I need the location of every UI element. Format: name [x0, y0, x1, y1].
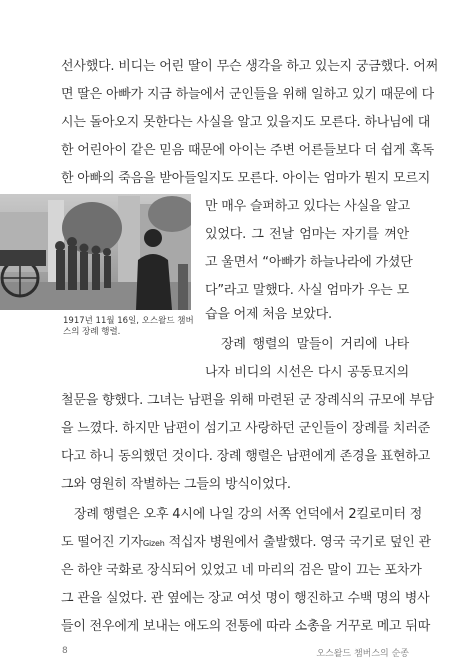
body-line: 만 매우 슬퍼하고 있다는 사실을 알고: [205, 199, 411, 214]
body-line: 있었다. 그 전날 엄마는 자기를 껴안: [205, 227, 409, 242]
body-line: 나자 비디의 시선은 다시 공동묘지의: [205, 365, 409, 380]
body-text: 도 떨어진 기자: [61, 535, 144, 550]
body-line: 장례 행렬은 오후 4시에 나일 강의 서쪽 언덕에서 2킬로미터 정: [74, 507, 423, 522]
body-line: 철문을 향했다. 그녀는 남편을 위해 마련된 군 장례식의 규모에 부담: [61, 393, 434, 408]
body-line: 선사했다. 비디는 어린 딸이 무슨 생각을 하고 있는지 궁금했다. 어쩌: [61, 59, 438, 74]
body-line: 들이 전우에게 보내는 애도의 전통에 따라 소총을 거꾸로 메고 뒤따: [61, 619, 431, 634]
body-line: 그와 영원히 작별하는 그들의 방식이었다.: [61, 477, 291, 492]
body-line: [61, 534, 431, 553]
body-line: 한 아빠의 죽음을 받아들일지도 모른다. 아이는 엄마가 뭔지 모르지: [61, 171, 431, 186]
body-line: 을 느꼈다. 하지만 남편이 섬기고 사랑하던 군인들이 장례를 치러준: [61, 421, 431, 436]
body-line: 한 어린아이 같은 믿음 때문에 아이는 주변 어른들보다 더 쉽게 혹독: [61, 143, 434, 158]
body-line: 장례 행렬의 말들이 거리에 나타: [221, 337, 409, 352]
body-text: 적십자 병원에서 출발했다. 영국 국기로 덮인 관: [164, 535, 431, 550]
running-head: 오스왈드 챔버스의 순종: [316, 649, 409, 659]
body-line: 다고 하니 동의했던 것이다. 장례 행렬은 남편에게 존경을 표현하고: [61, 449, 431, 464]
latin-annotation: Gizeh: [143, 539, 165, 548]
body-line: 면 딸은 아빠가 지금 하늘에서 군인들을 위해 일하고 있기 때문에 다: [61, 87, 434, 102]
funeral-procession-photo: [0, 194, 191, 310]
body-line: 고 울면서 “아빠가 하늘나라에 가셨단: [205, 255, 413, 270]
photo-caption: 1917년 11월 16일, 오스왈드 챔버스의 장례 행렬.: [63, 316, 194, 337]
body-line: 은 하얀 국화로 장식되어 있었고 네 마리의 검은 말이 끄는 포차가: [61, 563, 422, 578]
body-line: 다”라고 말했다. 사실 엄마가 우는 모: [205, 283, 409, 298]
body-line: 습을 어제 처음 보았다.: [205, 307, 332, 322]
page-number: 8: [62, 646, 68, 656]
body-line: 시는 돌아오지 못한다는 사실을 알고 있을지도 모른다. 하나님에 대: [61, 115, 431, 130]
photo-illustration: [0, 194, 191, 310]
body-line: 그 관을 실었다. 관 옆에는 장교 여섯 명이 행진하고 수백 명의 병사: [61, 591, 430, 606]
